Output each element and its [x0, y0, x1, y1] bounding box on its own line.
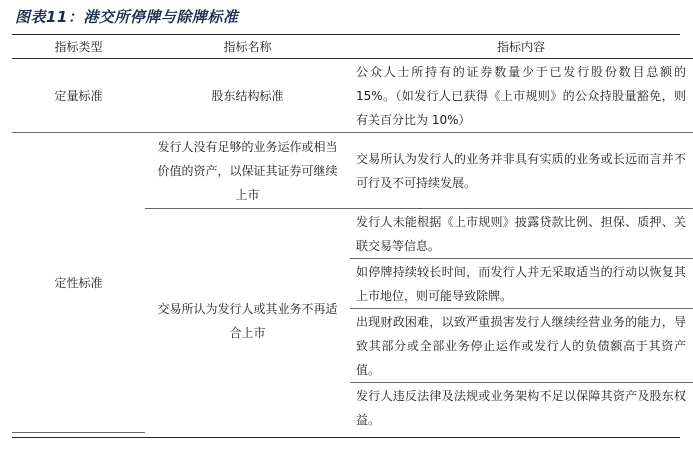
name-insufficient-operations — [145, 133, 350, 209]
content-prolonged-suspension: 如停牌持续较长时间，而发行人并无采取适当的行动以恢复其上市地位，则可能导致除牌。 — [350, 259, 693, 309]
table-row — [12, 59, 693, 133]
header-indicator-content: 指标内容 — [350, 36, 693, 59]
figure-title: 图表11：港交所停牌与除牌标准 — [15, 8, 239, 26]
content-shareholder-structure: 公众人士所持有的证券数量少于已发行股份数目总额的 15%。（如发行人已获得《上市规则》的公众持股量豁免，则有关百分比为 10%） — [350, 59, 693, 133]
header-indicator-name: 指标名称 — [145, 36, 350, 59]
name-unsuitable-for-listing — [145, 209, 350, 433]
type-qual: 定性标准 — [12, 133, 145, 433]
name-unsuitable-for-listing-text: 交易所认为发行人或其业务不再适合上市 — [157, 301, 338, 340]
table-top-rule — [12, 34, 680, 35]
table-row — [12, 133, 693, 209]
table-header-row — [12, 36, 693, 59]
name-shareholder-structure: 股东结构标准 — [145, 59, 350, 133]
content-disclosure-failure: 发行人未能根据《上市规则》披露贷款比例、担保、质押、关联交易等信息。 — [350, 209, 693, 259]
content-legal-violation: 发行人违反法律及法规或业务架构不足以保障其资产及股东权益。 — [356, 388, 686, 427]
table-bottom-rule — [12, 437, 680, 438]
header-indicator-type: 指标类型 — [12, 36, 145, 59]
type-quant: 定量标准 — [12, 59, 145, 133]
content-not-viable-business: 交易所认为发行人的业务并非具有实质的业务或长远而言并不可行及不可持续发展。 — [350, 133, 693, 209]
content-financial-difficulty: 出现财政困难，以致严重损害发行人继续经营业务的能力，导致其部分或全部业务停止运作或发行人的负债额高于其资产值。 — [350, 309, 693, 383]
delisting-standards-table — [12, 36, 693, 433]
name-insufficient-operations-text: 发行人没有足够的业务运作或相当价值的资产，以保证其证券可继续上市 — [157, 139, 338, 202]
